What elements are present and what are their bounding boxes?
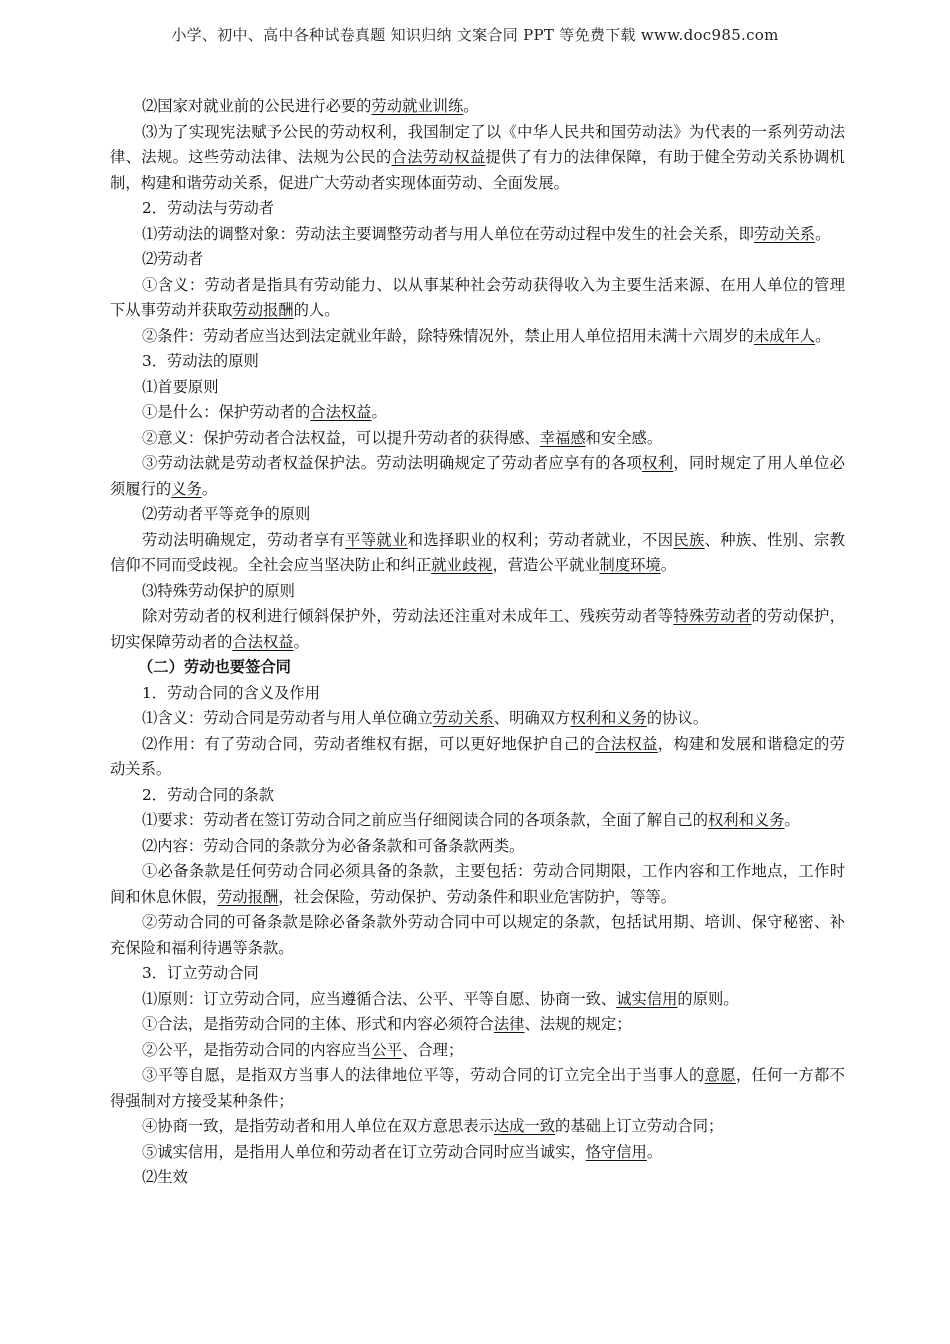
underlined-keyword: 劳动就业训练: [371, 97, 464, 115]
text-run: 。: [815, 326, 831, 345]
text-run: ②条件：劳动者应当达到法定就业年龄，除特殊情况外，禁止用人单位招用未满十六周岁的: [142, 326, 754, 345]
underlined-keyword: 劳动报酬: [217, 887, 279, 906]
text-run: ②意义：保护劳动者合法权益，可以提升劳动者的获得感、: [142, 428, 540, 447]
text-run: 的劳动保护，切实保障劳动者的: [110, 607, 845, 651]
paragraph: [110, 1012, 845, 1038]
text-run: 的协议。: [646, 709, 709, 727]
underlined-keyword: 权利和义务: [708, 811, 785, 829]
underlined-keyword: 就业歧视: [431, 556, 493, 574]
text-run: ，社会保险，劳动保护、劳动条件和职业危害防护，等等。: [278, 887, 677, 906]
text-run: ⑴原则：订立劳动合同，应当遵循合法、公平、平等自愿、协商一致、: [142, 989, 617, 1008]
paragraph: [110, 451, 845, 502]
paragraph: [110, 247, 845, 273]
underlined-keyword: 未成年人: [753, 326, 816, 345]
text-run: ⑵劳动者: [142, 250, 204, 268]
text-run: 劳动法明确规定，劳动者享有: [142, 530, 346, 549]
paragraph: [110, 273, 845, 324]
paragraph: [110, 961, 845, 987]
text-run: 提供了有力的法律保障，有助于健全劳动关系协调机制，构建和谐劳动关系，促进广大劳动者实现体面劳动、全面发展。: [110, 148, 845, 192]
text-run: ①必备条款是任何劳动合同必须具备的条款，主要包括：劳动合同期限，工作内容和工作地点，工作时间和休息休假，: [110, 862, 845, 906]
paragraph: [110, 579, 845, 605]
paragraph: [110, 375, 845, 401]
paragraph: [110, 1114, 845, 1140]
underlined-keyword: 制度环境: [599, 556, 661, 574]
underlined-keyword: 合法权益: [232, 632, 294, 651]
underlined-keyword: 义务: [171, 479, 202, 498]
text-run: ⑴首要原则: [142, 377, 219, 396]
paragraph: [110, 987, 845, 1013]
text-run: 的基础上订立劳动合同；: [555, 1117, 724, 1135]
text-run: （二）劳动也要签合同: [138, 658, 291, 676]
text-run: 3．劳动法的原则: [142, 352, 259, 370]
underlined-keyword: 合法劳动权益: [391, 148, 486, 166]
underlined-keyword: 劳动关系: [753, 224, 816, 243]
text-run: 、法规的规定；: [524, 1015, 632, 1033]
text-run: ①是什么：保护劳动者的: [142, 403, 311, 421]
text-run: 1．劳动合同的含义及作用: [142, 683, 320, 702]
text-run: ，构建和发展和谐稳定的劳动关系。: [110, 734, 845, 778]
text-run: 、明确双方: [493, 709, 571, 727]
text-run: 的人。: [293, 301, 340, 319]
text-run: 3．订立劳动合同: [142, 964, 259, 982]
text-run: ⑵劳动者平等竞争的原则: [142, 505, 311, 523]
text-run: ③平等自愿，是指双方当事人的法律地位平等，劳动合同的订立完全出于当事人的: [142, 1066, 705, 1084]
text-run: ④协商一致，是指劳动者和用人单位在双方意思表示: [142, 1117, 494, 1135]
paragraph: [110, 324, 845, 350]
text-run: ⑵内容：劳动合同的条款分为必备条款和可备条款两类。: [142, 836, 525, 855]
text-run: ⑴劳动法的调整对象：劳动法主要调整劳动者与用人单位在劳动过程中发生的社会关系，即: [142, 224, 754, 243]
text-run: 。: [660, 556, 677, 574]
text-run: ①含义：劳动者是指具有劳动能力、以从事某种社会劳动获得收入为主要生活来源、在用人单位的管理下从事劳动并获取: [110, 275, 845, 319]
underlined-keyword: 意愿: [704, 1066, 736, 1084]
paragraph: [110, 400, 845, 426]
underlined-keyword: 达成一致: [493, 1117, 556, 1135]
text-run: ⑶特殊劳动保护的原则: [142, 581, 295, 600]
underlined-keyword: 幸福感: [539, 428, 586, 447]
text-run: ，同时规定了用人单位必须履行的: [110, 454, 845, 498]
paragraph: [110, 426, 845, 452]
text-run: ②劳动合同的可备条款是除必备条款外劳动合同中可以规定的条款，包括试用期、培训、保守秘密、补充保险和福利待遇等条款。: [110, 913, 845, 957]
text-run: 、种族、性别、宗教信仰不同而受歧视。全社会应当坚决防止和纠正: [110, 530, 845, 574]
underlined-keyword: 恪守信用: [585, 1142, 647, 1161]
paragraph: [110, 94, 845, 120]
paragraph: [110, 910, 845, 961]
underlined-keyword: 合法权益: [595, 734, 658, 753]
underlined-keyword: 公平: [371, 1040, 403, 1059]
text-run: 。: [371, 403, 387, 421]
underlined-keyword: 劳动关系: [432, 709, 494, 727]
paragraph: [110, 349, 845, 375]
paragraph: [110, 681, 845, 707]
paragraph: [110, 1165, 845, 1191]
document-body: [110, 94, 845, 1191]
text-run: ⑤诚实信用，是指用人单位和劳动者在订立劳动合同时应当诚实，: [142, 1142, 586, 1161]
text-run: 。: [201, 479, 218, 498]
text-run: 和安全感。: [585, 428, 663, 447]
paragraph: [110, 528, 845, 579]
paragraph: [110, 604, 845, 655]
paragraph: [110, 834, 845, 860]
text-run: ⑵国家对就业前的公民进行必要的: [142, 97, 372, 115]
paragraph: [110, 1038, 845, 1064]
paragraph: [110, 706, 845, 732]
paragraph: [110, 808, 845, 834]
underlined-keyword: 平等就业: [345, 530, 408, 549]
text-run: 和选择职业的权利；劳动者就业，不因: [407, 530, 674, 549]
underlined-keyword: 合法权益: [310, 403, 372, 421]
text-run: 的原则。: [677, 989, 739, 1008]
underlined-keyword: 法律: [493, 1015, 525, 1033]
text-run: 2．劳动合同的条款: [142, 785, 275, 804]
paragraph: [110, 1063, 845, 1114]
text-run: ⑵作用：有了劳动合同，劳动者维权有据，可以更好地保护自己的: [142, 734, 596, 753]
text-run: 除对劳动者的权利进行倾斜保护外，劳动法还注重对未成年工、残疾劳动者等: [142, 607, 674, 625]
underlined-keyword: 权利: [642, 454, 674, 472]
text-run: 。: [784, 811, 800, 829]
paragraph: [110, 196, 845, 222]
text-run: ③劳动法就是劳动者权益保护法。劳动法明确规定了劳动者应享有的各项: [142, 454, 643, 472]
text-run: 、合理；: [402, 1040, 464, 1059]
text-run: ，任何一方都不得强制对方接受某种条件；: [110, 1066, 845, 1110]
text-run: ⑴要求：劳动者在签订劳动合同之前应当仔细阅读合同的各项条款，全面了解自己的: [142, 811, 708, 829]
text-run: ①合法，是指劳动合同的主体、形式和内容必须符合: [142, 1015, 494, 1033]
page-header: 小学、初中、高中各种试卷真题 知识归纳 文案合同 PPT 等免费下载 www.doc985.com: [171, 26, 779, 44]
paragraph: [110, 1140, 845, 1166]
underlined-keyword: 特殊劳动者: [673, 607, 752, 625]
paragraph: [110, 732, 845, 783]
paragraph: [110, 222, 845, 248]
text-run: ，营造公平就业: [492, 556, 600, 574]
underlined-keyword: 民族: [673, 530, 705, 549]
paragraph: [110, 120, 845, 197]
underlined-keyword: 劳动报酬: [232, 301, 294, 319]
underlined-keyword: 权利和义务: [570, 709, 647, 727]
text-run: 。: [815, 224, 831, 243]
section-heading: [110, 655, 845, 681]
paragraph: [110, 783, 845, 809]
text-run: 。: [293, 632, 309, 651]
text-run: 。: [463, 97, 479, 115]
text-run: ②公平，是指劳动合同的内容应当: [142, 1040, 372, 1059]
text-run: 2．劳动法与劳动者: [142, 199, 275, 217]
paragraph: [110, 502, 845, 528]
paragraph: [110, 859, 845, 910]
text-run: ⑵生效: [142, 1168, 188, 1186]
underlined-keyword: 诚实信用: [616, 989, 678, 1008]
text-run: 。: [646, 1142, 663, 1161]
text-run: ⑴含义：劳动合同是劳动者与用人单位确立: [142, 709, 433, 727]
text-run: ⑶为了实现宪法赋予公民的劳动权利，我国制定了以《中华人民共和国劳动法》为代表的一系列劳动法律、法规。这些劳动法律、法规为公民的: [110, 122, 845, 166]
